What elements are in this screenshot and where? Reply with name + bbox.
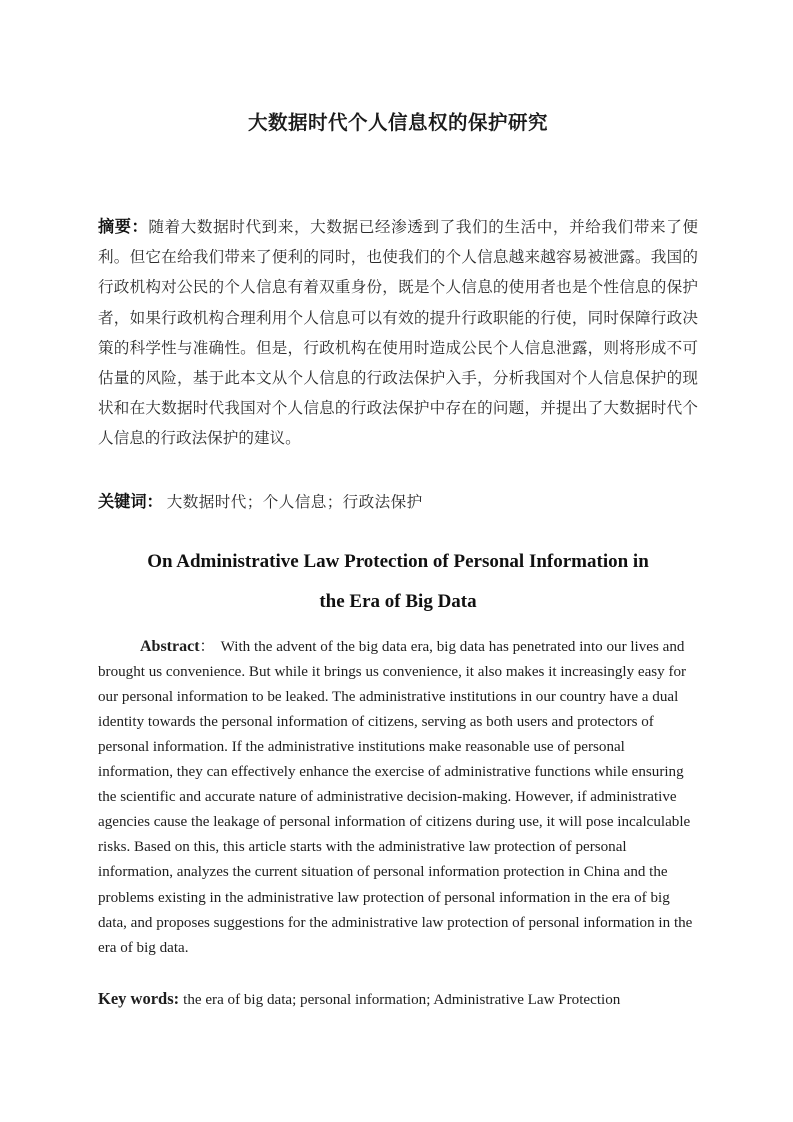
chinese-abstract-label: 摘要： [98,218,149,236]
chinese-keywords-paragraph [98,455,698,518]
english-abstract-label: Abstract [140,637,200,655]
english-keywords-body: the era of big data; personal information; Administrative Law Protection [183,991,621,1008]
english-abstract-colon: ： [199,638,215,655]
chinese-abstract-paragraph [98,138,698,455]
page-content-column [98,0,698,1013]
english-abstract-body: With the advent of the big data era, big data has penetrated into our lives and brought us convenience. But while it brings us convenience, it also makes it increasingly easy for our personal information to be leaked. The administrative institutions in our country have a dual identity towards the personal information of citizens, serving as both users and protectors of personal information. If the administrative institutions make reasonable use of personal information, they can effectively enhance the exercise of administrative functions while ensuring the scientific and accurate nature of administrative decision-making. However, if administrative agencies cause the leakage of personal information of citizens during use, it will pose incalculable risks. Based on this, this article starts with the administrative law protection of personal information, analyzes the current situation of personal information protection in China and the problems existing in the administrative law protection of personal information in the era of big data, and proposes suggestions for the administrative law protection of personal information in the era of big data. [98,638,693,956]
chinese-abstract-body: 随着大数据时代到来，大数据已经渗透到了我们的生活中，并给我们带来了便利。但它在给我们带来了便利的同时，也使我们的个人信息越来越容易被泄露。我国的行政机构对公民的个人信息有着双重身份，既是个人信息的使用者也是个性信息的保护者，如果行政机构合理利用个人信息可以有效的提升行政职能的行使，同时保障行政决策的科学性与准确性。但是，行政机构在使用时造成公民个人信息泄露，则将形成不可估量的风险，基于此本文从个人信息的行政法保护入手，分析我国对个人信息保护的现状和在大数据时代我国对个人信息的行政法保护中存在的问题，并提出了大数据时代个人信息的行政法保护的建议。 [98,219,698,448]
english-abstract-paragraph [98,622,698,961]
english-keywords-paragraph [98,961,698,1013]
english-title-line-1: On Administrative Law Protection of Personal Information in [147,550,649,572]
english-keywords-label: Key words: [98,988,180,1008]
chinese-keywords-body: 大数据时代；个人信息；行政法保护 [166,493,423,511]
chinese-keywords-label: 关键词： [98,492,163,511]
english-title-line-2: the Era of Big Data [319,590,477,612]
english-paper-title [98,518,698,622]
chinese-paper-title: 大数据时代个人信息权的保护研究 [247,112,548,134]
